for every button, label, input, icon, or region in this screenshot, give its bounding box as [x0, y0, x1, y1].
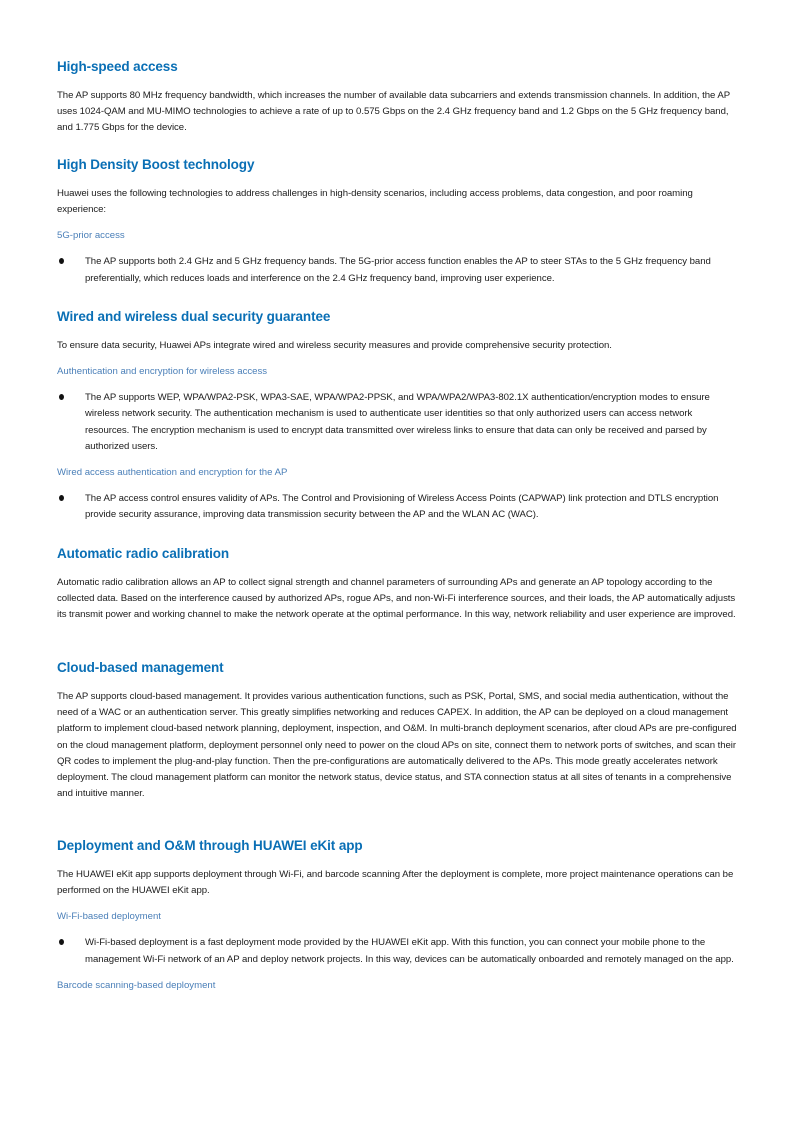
section-dual-security	[57, 308, 739, 523]
section-high-speed-access	[57, 58, 739, 137]
section-heading: High-speed access	[57, 59, 178, 74]
section-automatic-radio-calibration	[57, 545, 739, 624]
section-ekit-deployment	[57, 837, 739, 994]
list-item-text: The AP supports WEP, WPA/WPA2-PSK, WPA3-SAE, WPA/WPA2-PPSK, and WPA/WPA2/WPA3-802.1X authentication/encryption modes to ensure wireless network security. The authentication mechanism is used to authenticate user identities so that only authorized users can access network resources. The encryption mechanism is used to encrypt data transmitted over wireless links to ensure that data can only be received and parsed by authorized users.	[85, 392, 710, 452]
list-item	[57, 390, 739, 455]
subsection-heading: Wi-Fi-based deployment	[57, 911, 161, 923]
section-heading: High Density Boost technology	[57, 157, 255, 172]
bullet-icon	[59, 495, 64, 501]
subsection-heading: Authentication and encryption for wireless access	[57, 366, 268, 378]
subsection-heading: 5G-prior access	[57, 230, 125, 242]
section-heading: Cloud-based management	[57, 660, 224, 675]
section-cloud-based-management	[57, 659, 739, 802]
list-item	[57, 491, 739, 523]
bullet-icon	[59, 258, 64, 264]
section-paragraph: The AP supports 80 MHz frequency bandwidth, which increases the number of available data subcarriers and extends transmission channels. In addition, the AP uses 1024-QAM and MU-MIMO technologies to achieve a rate of up to 0.575 Gbps on the 2.4 GHz frequency band and 1.2 Gbps on the 5 GHz frequency band, and 1.775 Gbps for the device.	[57, 90, 730, 134]
section-paragraph: The AP supports cloud-based management. It provides various authentication functions, such as PSK, Portal, SMS, and social media authentication, without the need of a WAC or an authentication server. This greatly simplifies networking and reduces CAPEX. In addition, the AP can be deployed on a cloud management platform to implement cloud-based network planning, deployment, inspection, and O&M. In multi-branch deployment scenarios, after cloud APs are pre-configured on the cloud management platform, deployment personnel only need to power on the cloud APs on site, connect them to network ports of switches, and scan their QR codes to implement the plug-and-play function. Then the pre-configurations are automatically delivered to the APs. This mode greatly accelerates network deployment. The cloud management platform can monitor the network status, device status, and STA connection status at all sites of tenants in a comprehensive and intuitive manner.	[57, 691, 737, 800]
bullet-icon	[59, 394, 64, 400]
section-heading: Wired and wireless dual security guarantee	[57, 309, 331, 324]
section-paragraph: Automatic radio calibration allows an AP to collect signal strength and channel parameters of surrounding APs and generate an AP topology according to the collected data. Based on the interference caused by authorized APs, rogue APs, and non-Wi-Fi interference sources, and their loads, the AP automatically adjusts its transmit power and working channel to make the network operate at the optimal performance. In this way, network reliability and user experience are improved.	[57, 577, 736, 621]
list-item-text: The AP access control ensures validity of APs. The Control and Provisioning of Wireless Access Points (CAPWAP) link protection and DTLS encryption provide security assurance, improving data transmission security between the AP and the WLAN AC (WAC).	[85, 493, 719, 521]
list-item-text: The AP supports both 2.4 GHz and 5 GHz frequency bands. The 5G-prior access function enables the AP to steer STAs to the 5 GHz frequency band preferentially, which reduces loads and interference on the 2.4 GHz frequency band, improving user experience.	[85, 256, 711, 284]
section-paragraph: Huawei uses the following technologies to address challenges in high-density scenarios, including access problems, data congestion, and poor roaming experience:	[57, 188, 693, 216]
section-paragraph: The HUAWEI eKit app supports deployment through Wi-Fi, and barcode scanning After the deployment is complete, more project maintenance operations can be performed on the HUAWEI eKit app.	[57, 869, 734, 897]
section-high-density-boost	[57, 156, 739, 287]
list-item	[57, 935, 739, 967]
subsection-heading: Wired access authentication and encryption for the AP	[57, 467, 288, 479]
list-item-text: Wi-Fi-based deployment is a fast deployment mode provided by the HUAWEI eKit app. With this function, you can connect your mobile phone to the management Wi-Fi network of an AP and deploy network projects. In this way, devices can be automatically onboarded and remotely managed on the app.	[85, 937, 734, 965]
list-item	[57, 254, 739, 286]
bullet-icon	[59, 939, 64, 945]
section-paragraph: To ensure data security, Huawei APs integrate wired and wireless security measures and provide comprehensive security protection.	[57, 340, 612, 351]
subsection-heading: Barcode scanning-based deployment	[57, 979, 216, 991]
section-heading: Deployment and O&M through HUAWEI eKit app	[57, 838, 363, 853]
section-heading: Automatic radio calibration	[57, 546, 230, 561]
